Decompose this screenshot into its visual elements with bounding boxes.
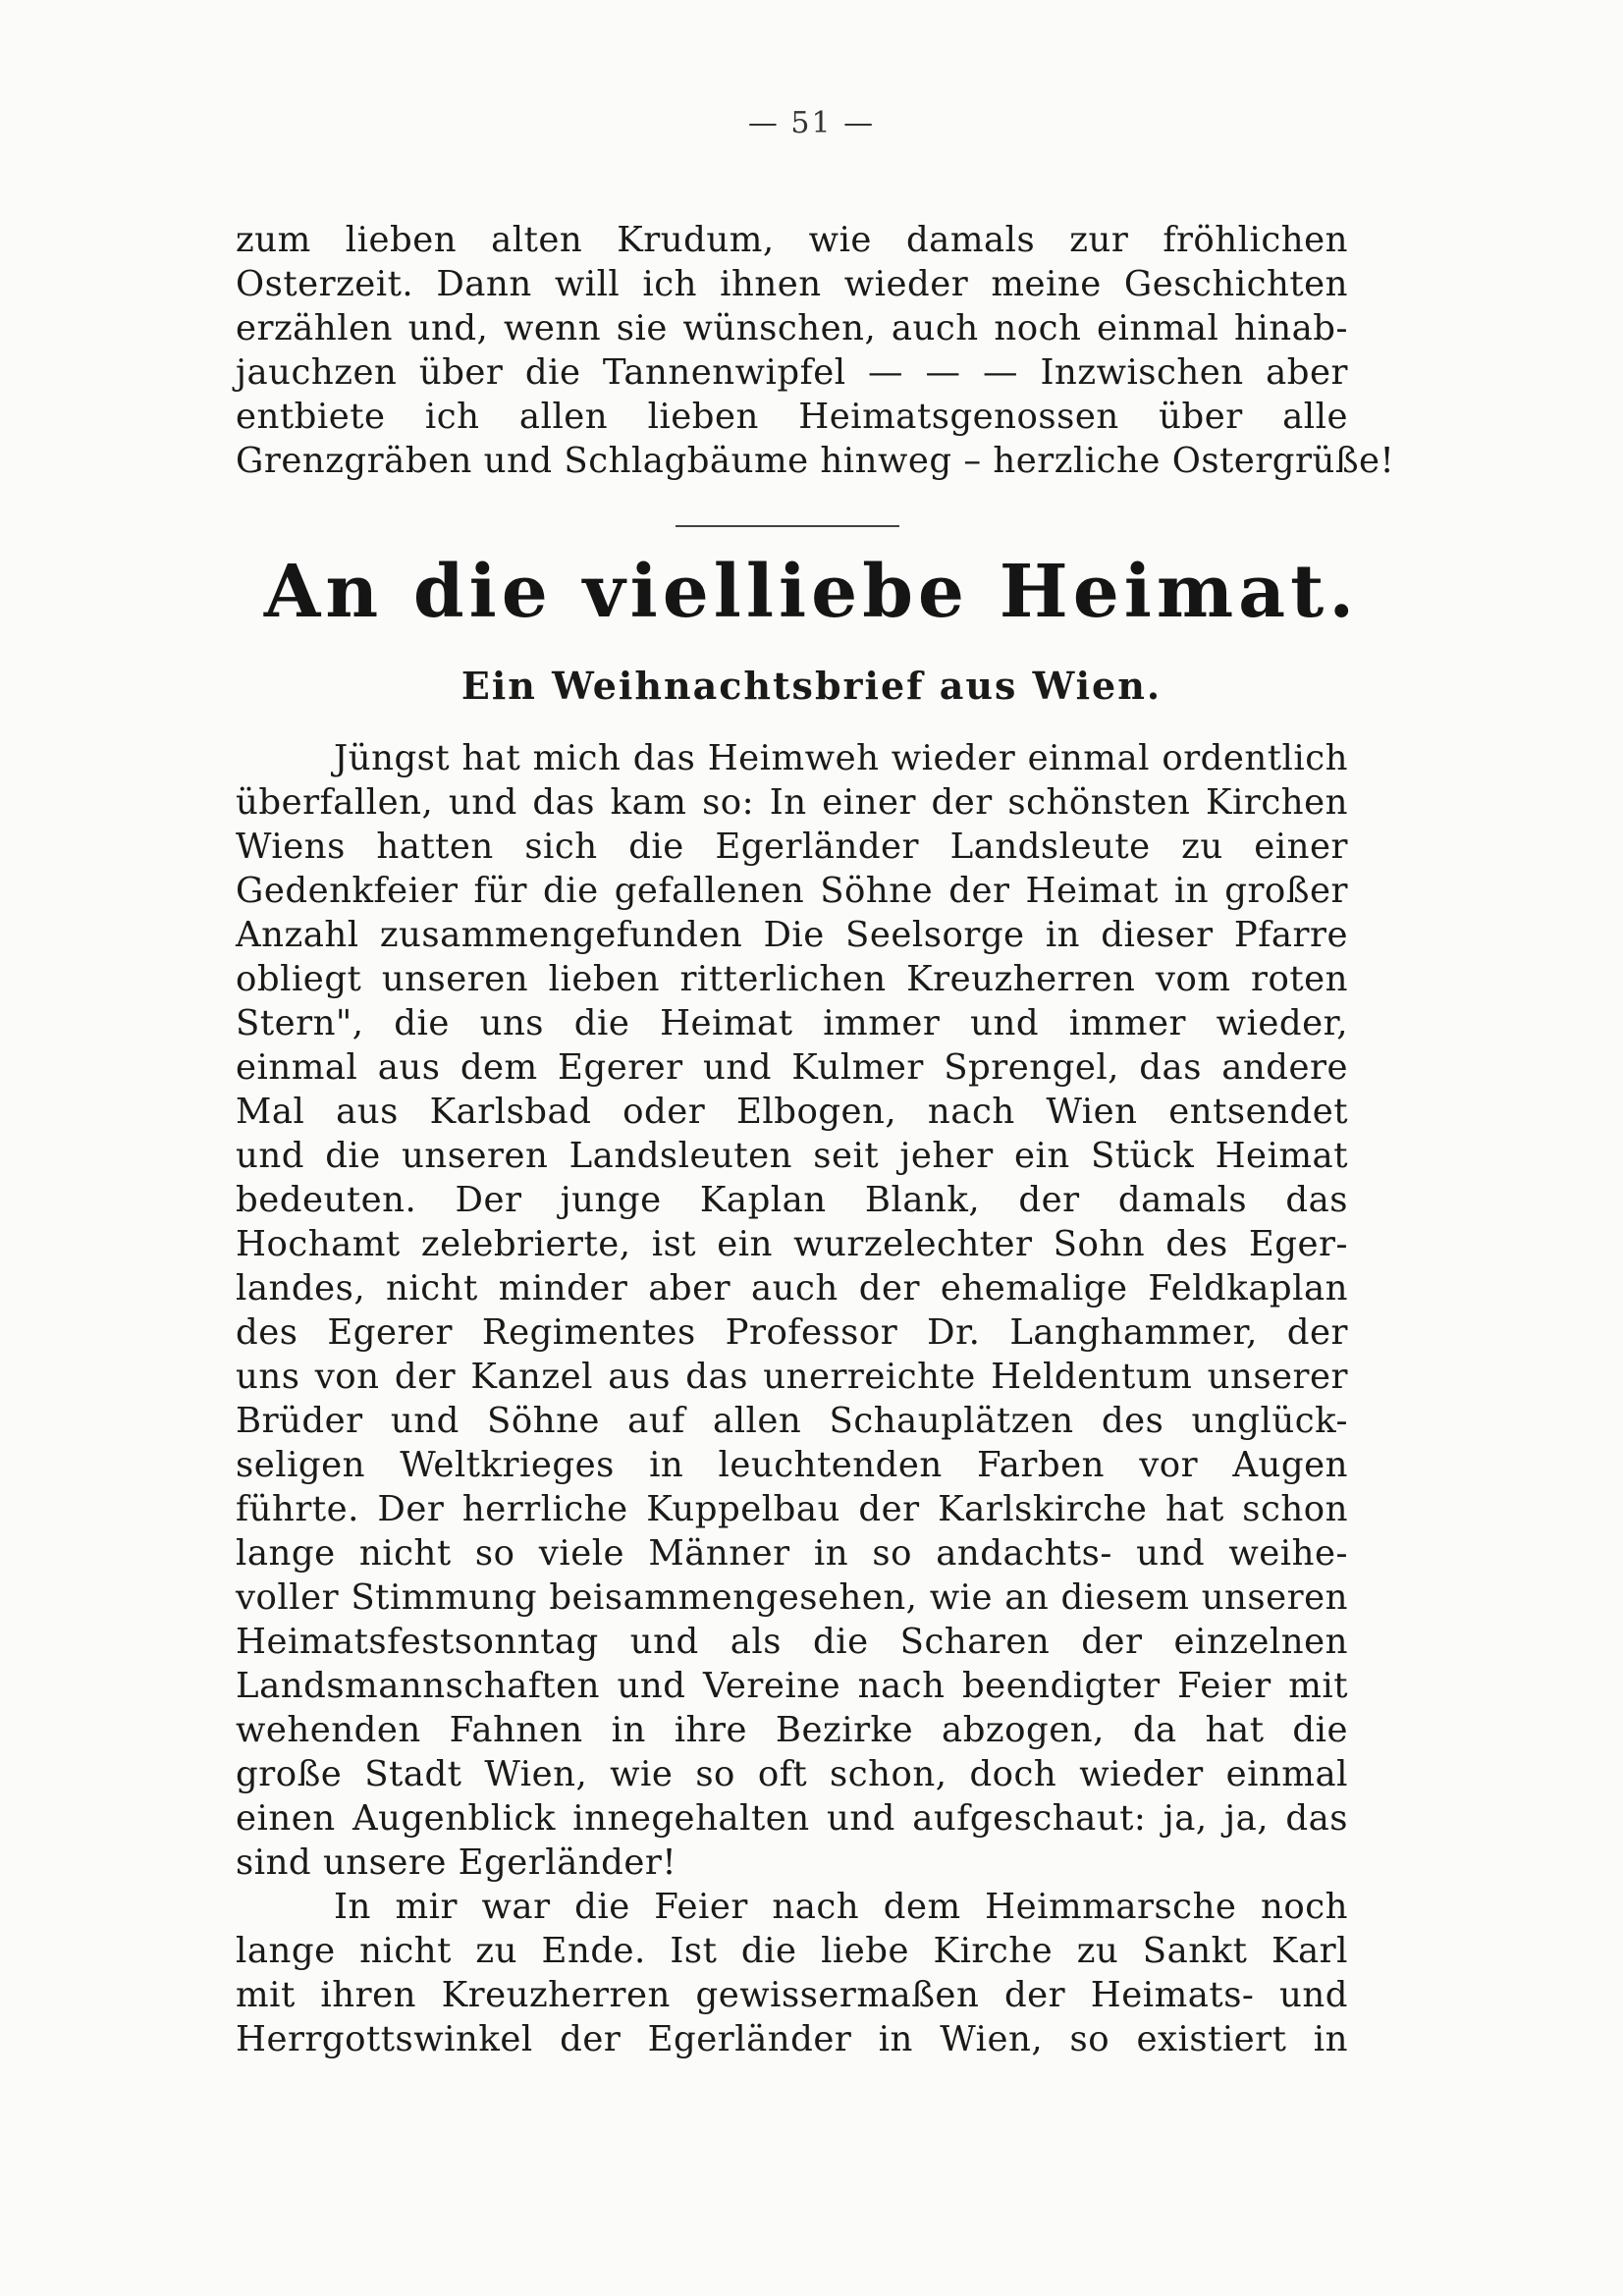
text-line: mit ihren Kreuzherren gewissermaßen der Heimats- und [236, 1975, 1348, 2015]
text-line: Anzahl zusammengefunden Die Seelsorge in dieser Pfarre [236, 915, 1348, 955]
text-line: erzählen und, wenn sie wünschen, auch noch einmal hinab- [236, 308, 1348, 348]
page-number: — 51 — [747, 106, 876, 140]
text-line: große Stadt Wien, wie so oft schon, doch wieder einmal [236, 1754, 1348, 1794]
text-line: In mir war die Feier nach dem Heimmarsche noch [334, 1887, 1348, 1927]
text-line: lange nicht so viele Männer in so andachts- und weihe- [236, 1533, 1348, 1574]
text-line: Herrgottswinkel der Egerländer in Wien, so existiert in [236, 2019, 1348, 2059]
text-line: entbiete ich allen lieben Heimatsgenossen über alle [236, 397, 1348, 437]
section-divider [676, 525, 899, 527]
text-line: voller Stimmung beisammengesehen, wie an diesem unseren [236, 1577, 1348, 1618]
text-line: Osterzeit. Dann will ich ihnen wieder meine Geschichten [236, 264, 1348, 304]
text-line: Brüder und Söhne auf allen Schauplätzen des unglück- [236, 1401, 1348, 1441]
text-line: Gedenkfeier für die gefallenen Söhne der Heimat in großer [236, 871, 1348, 911]
text-line: einmal aus dem Egerer und Kulmer Sprengel, das andere [236, 1047, 1348, 1088]
text-line: des Egerer Regimentes Professor Dr. Langhammer, der [236, 1312, 1348, 1353]
text-line: führte. Der herrliche Kuppelbau der Karlskirche hat schon [236, 1489, 1348, 1529]
text-line: landes, nicht minder aber auch der ehemalige Feldkaplan [236, 1268, 1348, 1308]
text-line: Wiens hatten sich die Egerländer Landsleute zu einer [236, 827, 1348, 867]
text-line: zum lieben alten Krudum, wie damals zur fröhlichen [236, 220, 1348, 260]
text-line: wehenden Fahnen in ihre Bezirke abzogen, da hat die [236, 1710, 1348, 1750]
text-line: Hochamt zelebrierte, ist ein wurzelechter Sohn des Eger- [236, 1224, 1348, 1264]
text-line: seligen Weltkrieges in leuchtenden Farben vor Augen [236, 1445, 1348, 1485]
text-line: einen Augenblick innegehalten und aufgeschaut: ja, ja, das [236, 1798, 1348, 1839]
text-line: sind unsere Egerländer! [236, 1842, 677, 1883]
text-line: Jüngst hat mich das Heimweh wieder einmal ordentlich [334, 738, 1348, 778]
text-line: obliegt unseren lieben ritterlichen Kreuzherren vom roten [236, 959, 1348, 999]
text-line: bedeuten. Der junge Kaplan Blank, der damals das [236, 1180, 1348, 1220]
text-line: Grenzgräben und Schlagbäume hinweg – herzliche Ostergrüße! [236, 441, 1395, 481]
text-line: lange nicht zu Ende. Ist die liebe Kirche zu Sankt Karl [236, 1931, 1348, 1971]
article-subtitle: Ein Weihnachtsbrief aus Wien. [460, 664, 1163, 708]
text-line: Heimatsfestsonntag und als die Scharen der einzelnen [236, 1622, 1348, 1662]
text-line: Landsmannschaften und Vereine nach beendigter Feier mit [236, 1666, 1348, 1706]
intro-paragraph [236, 218, 1395, 483]
text-line: uns von der Kanzel aus das unerreichte Heldentum unserer [236, 1357, 1348, 1397]
text-line: und die unseren Landsleuten seit jeher ein Stück Heimat [236, 1136, 1348, 1176]
text-line: überfallen, und das kam so: In einer der schönsten Kirchen [236, 782, 1348, 823]
article-body [236, 736, 1348, 2061]
article-title: An die vielliebe Heimat. [263, 550, 1360, 634]
text-line: Stern", die uns die Heimat immer und immer wieder, [236, 1003, 1348, 1043]
text-line: Mal aus Karlsbad oder Elbogen, nach Wien entsendet [236, 1092, 1348, 1132]
text-line: jauchzen über die Tannenwipfel — — — Inzwischen aber [236, 352, 1348, 393]
